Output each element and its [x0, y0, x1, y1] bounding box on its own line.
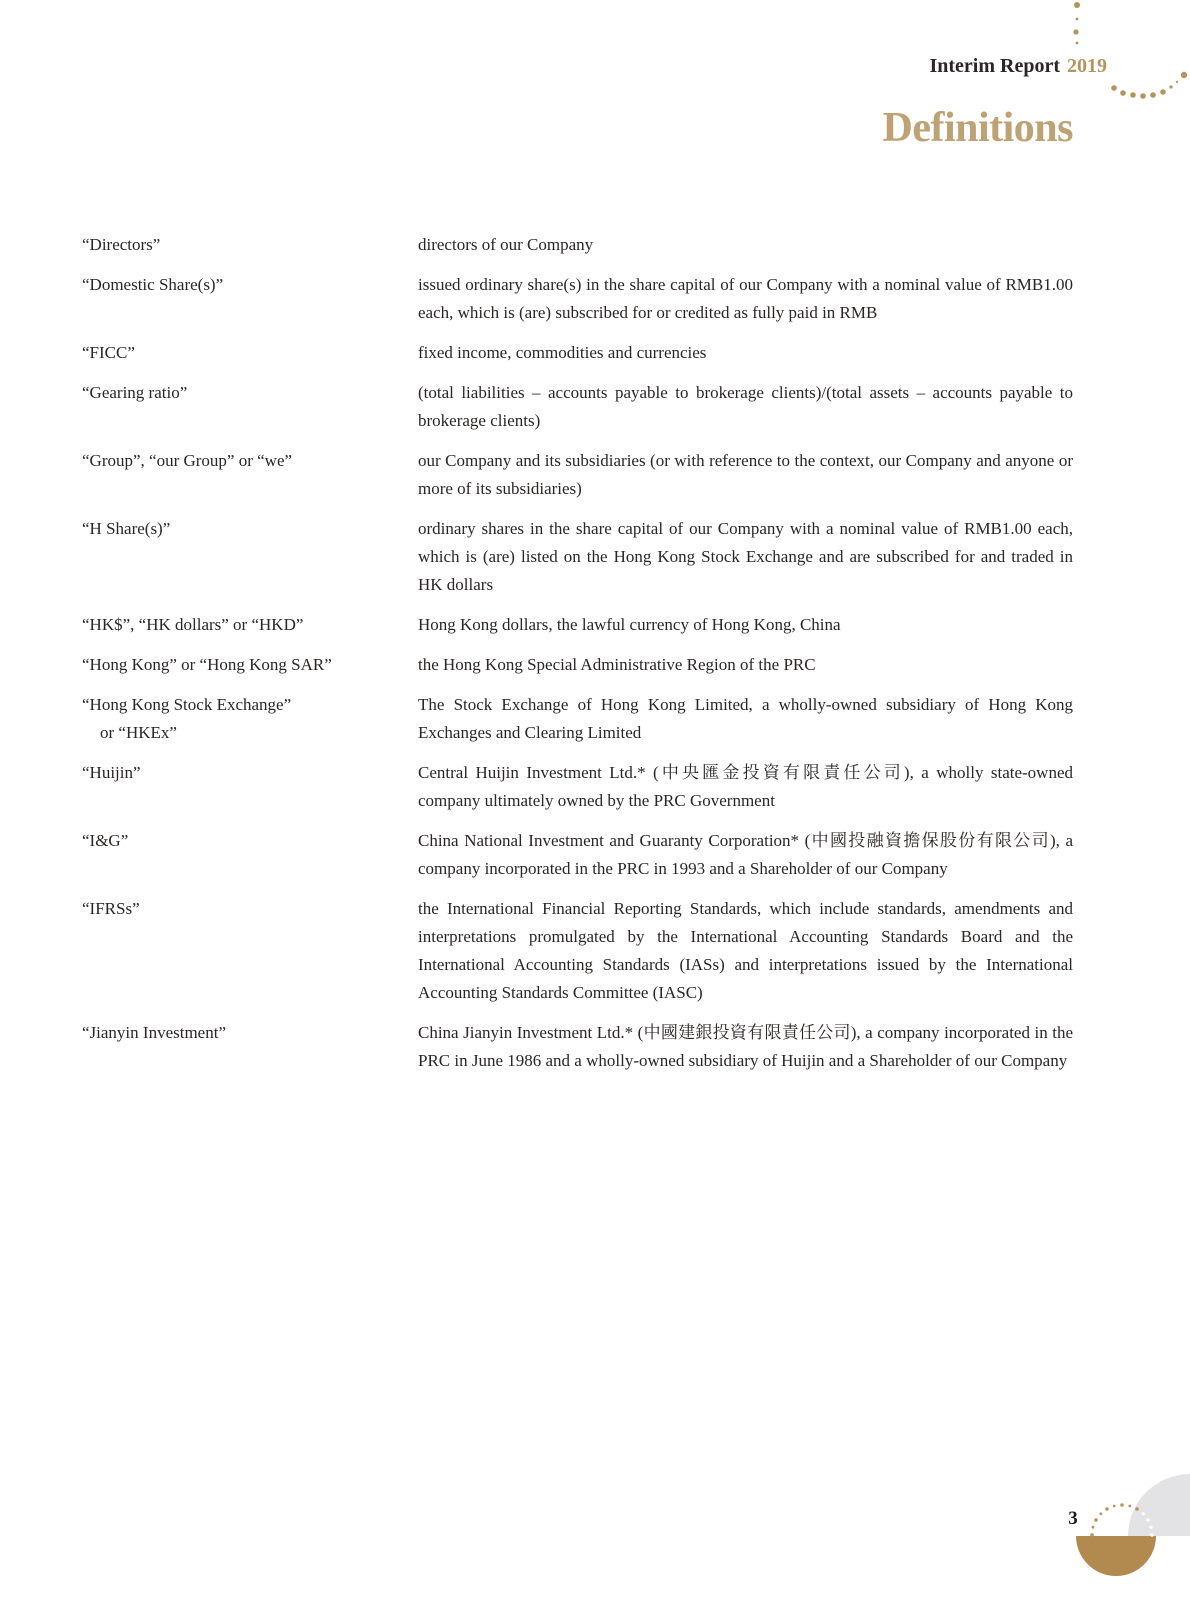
definition-meaning: the International Financial Reporting Standards, which include standards, amendments and interpretations promulgated by the International Accounting Standards Board and the International Accounting Standards (IASs) and interpretations issued by the International Accounting Standards Committee (IASC)	[418, 899, 1073, 1002]
definition-term	[82, 651, 418, 679]
definition-meaning: directors of our Company	[418, 235, 594, 254]
term-text: “H Share(s)”	[82, 519, 171, 538]
definition-meaning: (total liabilities – accounts payable to brokerage clients)/(total assets – accounts payable to brokerage clients)	[418, 383, 1073, 430]
definition-entry	[82, 515, 1073, 599]
definition-term	[82, 379, 418, 435]
definition-entry	[82, 691, 1073, 747]
definition-term	[82, 759, 418, 815]
term-text: “Jianyin Investment”	[82, 1023, 226, 1042]
term-text: “IFRSs”	[82, 899, 140, 918]
term-text: “Gearing ratio”	[82, 383, 188, 402]
definition-term	[82, 271, 418, 327]
definition-entry	[82, 759, 1073, 815]
definition-entry	[82, 339, 1073, 367]
term-text: “FICC”	[82, 343, 135, 362]
gray-semicircle-shape	[1128, 1474, 1190, 1536]
definition-meaning: China Jianyin Investment Ltd.* (中國建銀投資有限責任公司), a company incorporated in the PRC in June 1986 and a wholly-owned subsidiary of Huijin and a Shareholder of our Company	[418, 1023, 1073, 1070]
definition-entry	[82, 611, 1073, 639]
definition-meaning: Hong Kong dollars, the lawful currency of Hong Kong, China	[418, 615, 841, 634]
page-number: 3	[1068, 1508, 1078, 1529]
term-text: “Directors”	[82, 235, 161, 254]
term-text: “Domestic Share(s)”	[82, 275, 224, 294]
definition-entry	[82, 379, 1073, 435]
definition-entry	[82, 1019, 1073, 1075]
term-text: “HK$”, “HK dollars” or “HKD”	[82, 615, 304, 634]
term-text-line2: or “HKEx”	[100, 723, 177, 742]
definition-entry	[82, 271, 1073, 327]
term-text: “Hong Kong” or “Hong Kong SAR”	[82, 655, 332, 674]
definition-term	[82, 339, 418, 367]
definition-meaning: The Stock Exchange of Hong Kong Limited, a wholly-owned subsidiary of Hong Kong Exchanges and Clearing Limited	[418, 695, 1073, 742]
definition-entry	[82, 827, 1073, 883]
term-text: “Group”, “our Group” or “we”	[82, 451, 293, 470]
definition-meaning: fixed income, commodities and currencies	[418, 343, 707, 362]
definition-entry	[82, 895, 1073, 1007]
definition-entry	[82, 447, 1073, 503]
definition-term	[82, 447, 418, 503]
definition-term	[82, 827, 418, 883]
term-text: “I&G”	[82, 831, 129, 850]
definition-meaning: China National Investment and Guaranty Corporation* (中國投融資擔保股份有限公司), a company incorporated in the PRC in 1993 and a Shareholder of our Company	[418, 831, 1073, 878]
definition-entry	[82, 231, 1073, 259]
gold-semicircle-shape	[1076, 1536, 1156, 1576]
definition-term	[82, 1019, 418, 1075]
term-text: “Huijin”	[82, 763, 141, 782]
definition-term	[82, 231, 418, 259]
definition-meaning: the Hong Kong Special Administrative Region of the PRC	[418, 655, 816, 674]
definition-term	[82, 691, 418, 747]
term-text: “Hong Kong Stock Exchange”	[82, 695, 292, 714]
report-year: 2019	[1067, 55, 1107, 77]
definition-term	[82, 895, 418, 1007]
definition-meaning: our Company and its subsidiaries (or with reference to the context, our Company and anyone or more of its subsidiaries)	[418, 451, 1073, 498]
report-header	[929, 55, 1107, 78]
definition-meaning: Central Huijin Investment Ltd.* (中央匯金投資有限責任公司), a wholly state-owned company ultimately owned by the PRC Government	[418, 763, 1073, 810]
definition-term	[82, 611, 418, 639]
page-title: Definitions	[882, 105, 1073, 151]
definition-meaning: issued ordinary share(s) in the share capital of our Company with a nominal value of RMB1.00 each, which is (are) subscribed for or credited as fully paid in RMB	[418, 275, 1073, 322]
corner-circles-decoration	[1060, 1460, 1190, 1590]
definition-term	[82, 515, 418, 599]
definition-entry	[82, 651, 1073, 679]
report-title: Interim Report	[929, 55, 1060, 77]
definition-meaning: ordinary shares in the share capital of our Company with a nominal value of RMB1.00 each, which is (are) listed on the Hong Kong Stock Exchange and are subscribed for and traded in HK dollars	[418, 519, 1073, 594]
definitions-list	[82, 231, 1073, 1087]
